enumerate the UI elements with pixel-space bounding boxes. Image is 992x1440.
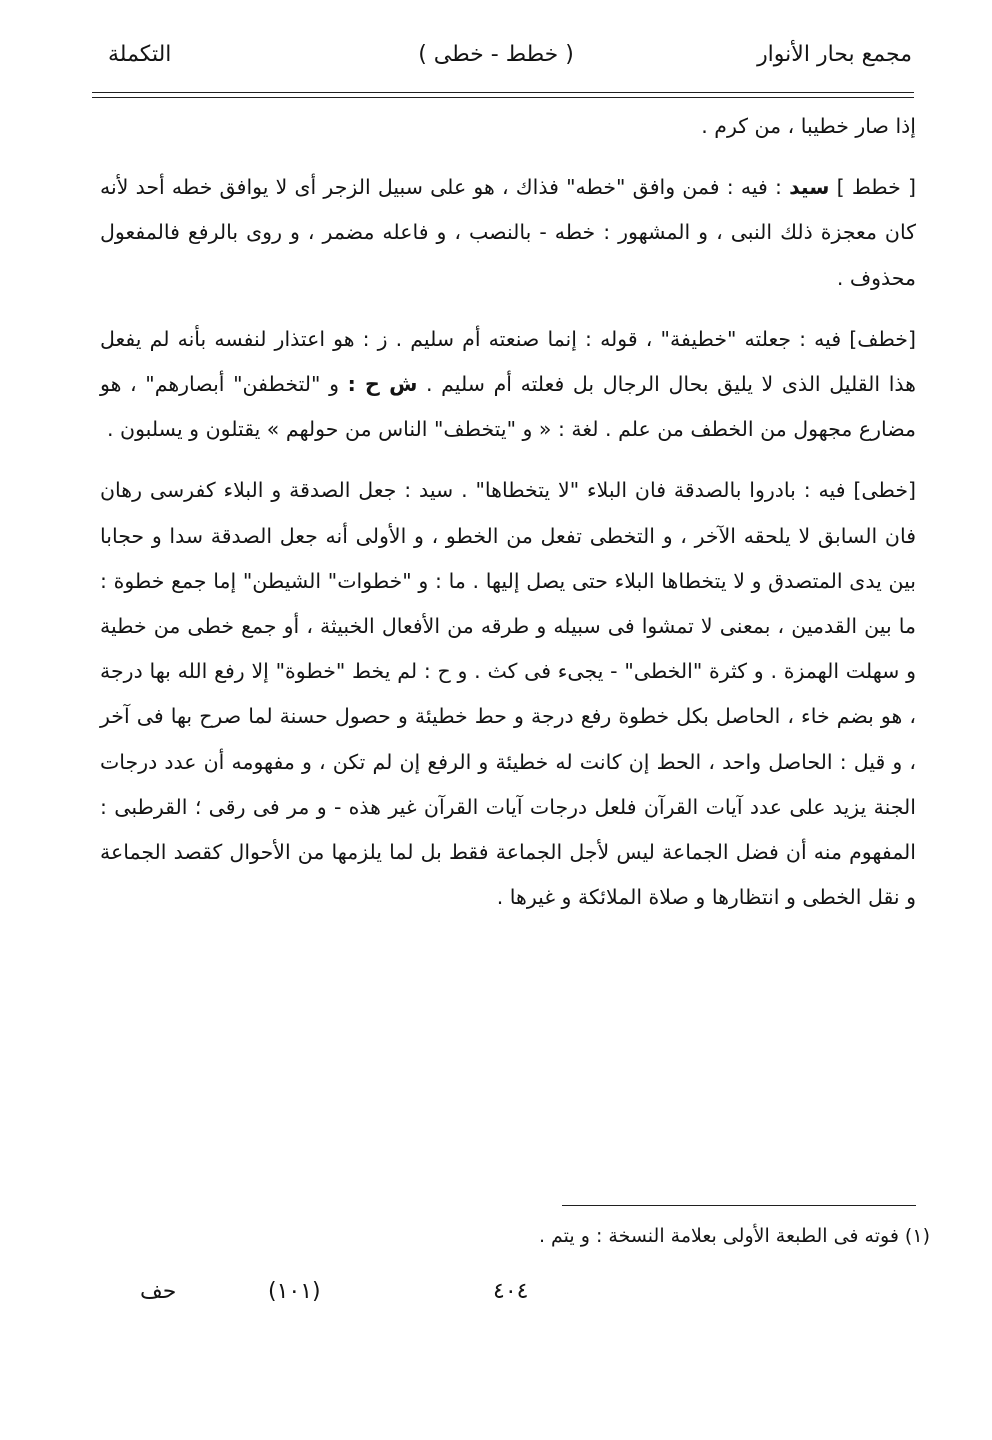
footnote: (١) فوته فى الطبعة الأولى بعلامة النسخة : و يتم . bbox=[538, 1225, 930, 1247]
signature-number: (١٠١) bbox=[268, 1279, 321, 1304]
source-abbrev: ش ح : bbox=[347, 372, 418, 397]
entry-text: فيه : بادروا بالصدقة فان البلاء "لا يتخطاها" . سيد : جعل الصدقة و البلاء كفرسى رهان فان السابق لا يلحقه الآخر ، و التخطى تفعل من الخطو ، و الأولى أنه جعل الصدقة سدا و حجابا بين يدى المتصدق و لا يتخطاها البلاء حتى يصل إليها . ما : و "خطوات" الشيطن" إما جمع خطوة : ما بين القدمين ، بمعنى لا تمشوا فى سبيله و طرقه من الأفعال الخبيثة ، أو جمع خطى من خطية و سهلت الهمزة . و كثرة "الخطى" - يجىء فى كث . و ح : لم يخط "خطوة" إلا رفع الله بها درجة ، هو بضم خاء ، الحاصل بكل خطوة رفع درجة و حط خطيئة و حصول حسنة لما صرح بها فى آخر ، و قيل : الحاصل واحد ، الحط إن كانت له خطيئة و الرفع إن لم تكن ، و مفهومه أن عدد درجات الجنة يزيد على عدد آيات القرآن فلعل درجات آيات القرآن غير هذه - و مر فى رقى ؛ القرطبى : المفهوم منه أن فضل الجماعة ليس لأجل الجماعة فقط بل لما يلزمها من الأحوال كقصد الجماعة و نقل الخطى و انتظارها و صلاة الملائكة و غيرها . bbox=[100, 478, 916, 910]
entry-heading: [خطى] bbox=[853, 478, 916, 503]
main-text bbox=[100, 104, 916, 920]
entry-khata bbox=[100, 468, 916, 920]
entry-text: : فيه : فمن وافق "خطه" فذاك ، هو على سبيل الزجر أى لا يوافق خطه أحد لأنه كان معجزة ذلك النبى ، و المشهور : خطه - بالنصب ، و فاعله مضمر ، و روى بالرفع فالمفعول محذوف . bbox=[100, 175, 916, 290]
header-rule-bottom bbox=[92, 97, 914, 98]
entry-heading: [ خطط ] bbox=[836, 175, 916, 200]
entry-text-continued: و "لتخطفن" أبصارهم" ، هو مضارع مجهول من الخطف من علم . لغة : « و "يتخطف" الناس من حولهم » يقتلون و يسلبون . bbox=[100, 372, 916, 442]
footnote-rule bbox=[562, 1205, 916, 1206]
source-abbrev: سيد bbox=[789, 175, 830, 200]
entry-text: فيه : جعلته "خطيفة" ، قوله : إنما صنعته أم سليم . ز : هو اعتذار لنفسه بأنه لم يفعل هذا القليل الذى لا يليق بحال الرجال بل فعلته أم سليم . bbox=[100, 326, 916, 397]
entry-heading: [خطف] bbox=[849, 326, 916, 351]
entry-range: ( خطط - خطى ) bbox=[418, 42, 574, 67]
section-name: التكملة bbox=[108, 42, 172, 67]
entry-khatt bbox=[100, 165, 916, 301]
paragraph-text: إذا صار خطيبا ، من كرم . bbox=[701, 114, 916, 138]
page-number: ٤٠٤ bbox=[493, 1279, 529, 1304]
header-rule-top bbox=[92, 92, 914, 93]
signature-mark: حف bbox=[140, 1279, 177, 1304]
paragraph-continuation bbox=[100, 104, 916, 149]
running-title: مجمع بحار الأنوار bbox=[757, 42, 912, 67]
entry-khatf bbox=[100, 317, 916, 453]
